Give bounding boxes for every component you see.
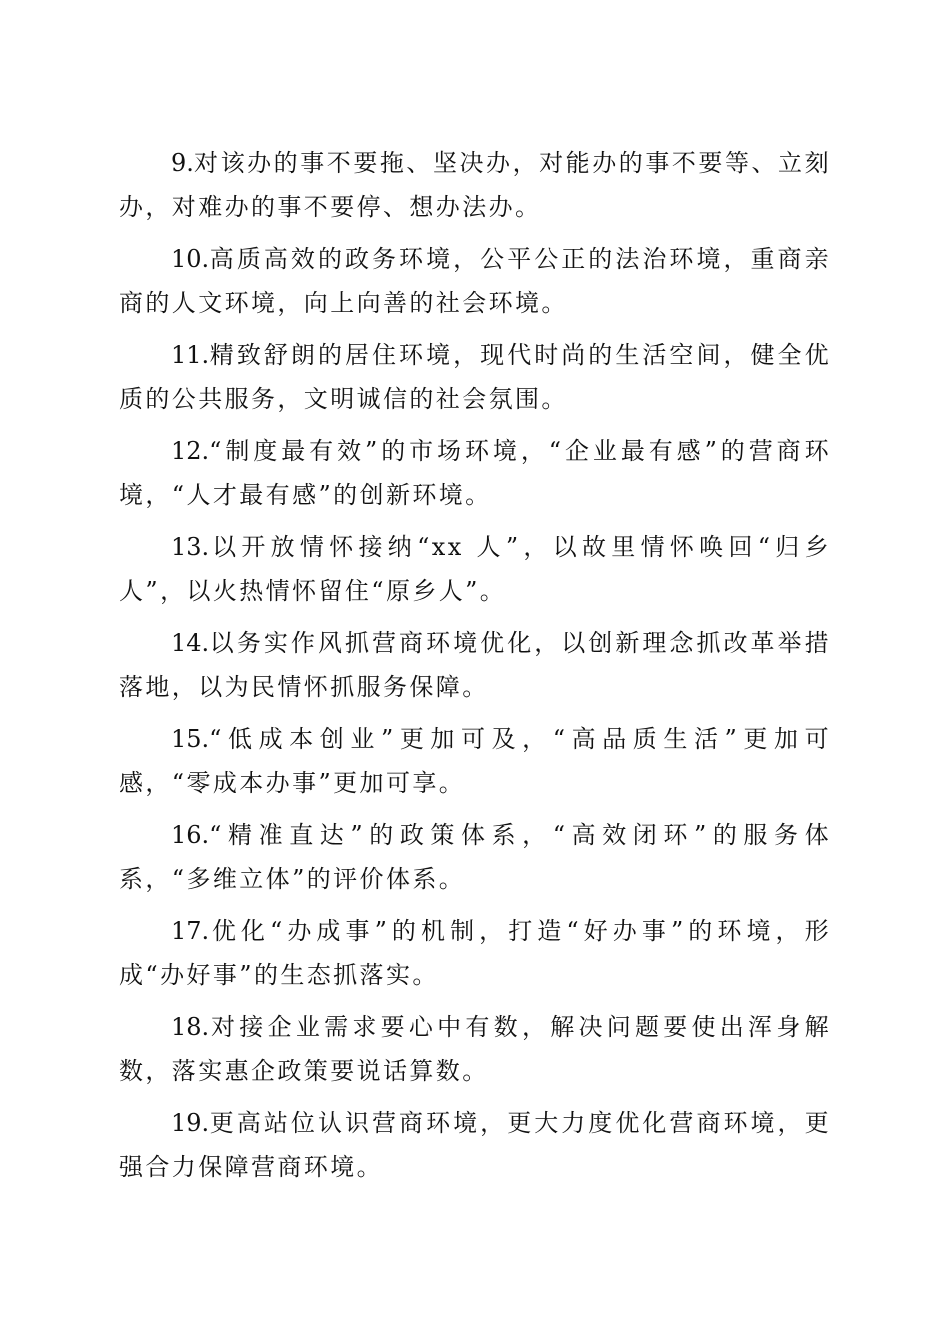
- paragraph-number: 19.: [171, 1109, 210, 1137]
- paragraph-number: 10.: [171, 245, 210, 273]
- paragraph-number: 14.: [171, 629, 210, 657]
- paragraph-15: [119, 717, 831, 805]
- paragraph-number: 13.: [171, 533, 210, 561]
- paragraph-text: 对该办的事不要拖、坚决办，对能办的事不要等、立刻办，对难办的事不要停、想办法办。: [119, 149, 831, 221]
- paragraph-number: 18.: [171, 1013, 210, 1041]
- paragraph-18: [119, 1005, 831, 1093]
- paragraph-13: [119, 525, 831, 613]
- paragraph-12: [119, 429, 831, 517]
- paragraph-number: 16.: [171, 821, 210, 849]
- paragraph-16: [119, 813, 831, 901]
- paragraph-number: 15.: [171, 725, 210, 753]
- paragraph-number: 11.: [171, 341, 210, 369]
- paragraph-9: [119, 141, 831, 229]
- paragraph-14: [119, 621, 831, 709]
- paragraph-text: “精准直达”的政策体系，“高效闭环”的服务体系，“多维立体”的评价体系。: [119, 821, 831, 893]
- paragraph-text: 以务实作风抓营商环境优化，以创新理念抓改革举措落地，以为民情怀抓服务保障。: [119, 629, 831, 701]
- paragraph-number: 12.: [171, 437, 210, 465]
- paragraph-text: 以开放情怀接纳“xx 人”，以故里情怀唤回“归乡人”，以火热情怀留住“原乡人”。: [119, 533, 831, 605]
- document-body: [119, 141, 831, 1197]
- paragraph-text: 高质高效的政务环境，公平公正的法治环境，重商亲商的人文环境，向上向善的社会环境。: [119, 245, 831, 317]
- paragraph-text: 精致舒朗的居住环境，现代时尚的生活空间，健全优质的公共服务，文明诚信的社会氛围。: [119, 341, 831, 413]
- paragraph-10: [119, 237, 831, 325]
- paragraph-number: 17.: [171, 917, 210, 945]
- paragraph-text: 更高站位认识营商环境，更大力度优化营商环境，更强合力保障营商环境。: [119, 1109, 831, 1181]
- paragraph-text: “制度最有效”的市场环境，“企业最有感”的营商环境，“人才最有感”的创新环境。: [119, 437, 831, 509]
- paragraph-text: “低成本创业”更加可及，“高品质生活”更加可感，“零成本办事”更加可享。: [119, 725, 831, 797]
- paragraph-19: [119, 1101, 831, 1189]
- paragraph-17: [119, 909, 831, 997]
- paragraph-11: [119, 333, 831, 421]
- paragraph-number: 9.: [171, 149, 194, 177]
- paragraph-text: 优化“办成事”的机制，打造“好办事”的环境，形成“办好事”的生态抓落实。: [119, 917, 831, 989]
- paragraph-text: 对接企业需求要心中有数，解决问题要使出浑身解数，落实惠企政策要说话算数。: [119, 1013, 831, 1085]
